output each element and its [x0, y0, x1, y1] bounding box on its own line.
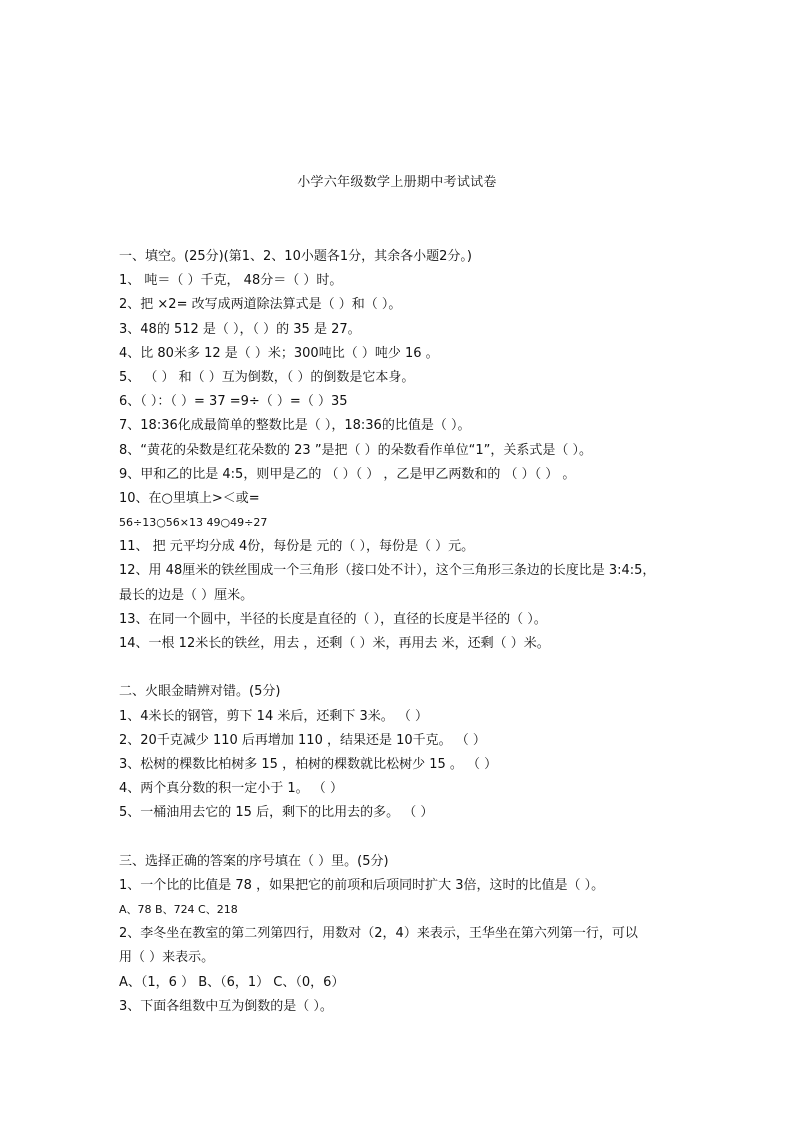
question-line: 5、 （ ） 和（ ）互为倒数，（ ）的倒数是它本身。 — [119, 369, 415, 385]
question-line: 11、 把 元平均分成 4份，每份是 元的（ ），每份是（ ）元。 — [119, 539, 475, 555]
question-line: 3、松树的棵数比柏树多 15 ，柏树的棵数就比松树少 15 。 （ ） — [119, 756, 498, 772]
question-line: 9、甲和乙的比是 4:5，则甲是乙的 （ ）（ ） ，乙是甲乙两数和的 （ ）（ ） 。 — [119, 466, 576, 482]
question-line: 3、下面各组数中互为倒数的是（ ）。 — [119, 998, 333, 1014]
question-line: 7、18:36化成最简单的整数比是（ ），18:36的比值是（ ）。 — [119, 418, 471, 434]
question-line: 8、“黄花的朵数是红花朵数的 23 ”是把（ ）的朵数看作单位“1”，关系式是（ ）。 — [119, 442, 593, 458]
question-line: 用（ ）来表示。 — [119, 950, 215, 966]
answer-options: A、（1，6 ） B、（6，1） C、（0，6） — [119, 974, 345, 990]
section-gap — [119, 656, 684, 680]
question-line: 1、4米长的钢管，剪下 14 米后，还剩下 3米。 （ ） — [119, 708, 429, 724]
question-line: 1、一个比的比值是 78 ，如果把它的前项和后项同时扩大 3倍，这时的比值是（ ）。 — [119, 877, 605, 893]
question-line: 10、在○里填上>＜或= — [119, 490, 260, 506]
question-line: 2、20千克减少 110 后再增加 110 ，结果还是 10千克。 （ ） — [119, 732, 486, 748]
section-2-heading: 二、火眼金睛辨对错。(5分) — [119, 684, 281, 700]
question-line: 2、把 ×2= 改写成两道除法算式是（ ）和（ ）。 — [119, 297, 402, 313]
question-line: 12、用 48厘米的铁丝围成一个三角形（接口处不计），这个三角形三条边的长度比是 3:4:5， — [119, 563, 656, 579]
document-title: 小学六年级数学上册期中考试试卷 — [297, 175, 497, 190]
question-line: 6、（ ）：（ ）= 37 =9÷（ ）=（ ）35 — [119, 394, 348, 410]
answer-options: A、78 B、724 C、218 — [119, 903, 238, 917]
section-gap — [119, 826, 684, 850]
question-line: 1、 吨＝（ ）千克， 48分＝（ ）时。 — [119, 273, 343, 289]
question-line: 4、两个真分数的积一定小于 1。 （ ） — [119, 781, 343, 797]
question-line: 5、一桶油用去它的 15 后，剩下的比用去的多。 （ ） — [119, 805, 434, 821]
question-line: 14、一根 12米长的铁丝，用去 ，还剩（ ）米，再用去 米，还剩（ ）米。 — [119, 636, 550, 651]
section-3-heading: 三、选择正确的答案的序号填在（ ）里。(5分) — [119, 853, 389, 869]
question-line: 4、比 80米多 12 是（ ）米；300吨比（ ）吨少 16 。 — [119, 345, 439, 361]
exam-content — [119, 245, 684, 1019]
section-1-heading: 一、填空。(25分)(第1、2、10小题各1分，其余各小题2分。) — [119, 249, 472, 264]
question-line: 13、在同一个圆中，半径的长度是直径的（ ），直径的长度是半径的（ ）。 — [119, 611, 547, 627]
question-line: 3、48的 512 是（ ），（ ）的 35 是 27。 — [119, 321, 361, 337]
question-line: 56÷13○56×13 49○49÷27 — [119, 516, 268, 530]
question-line: 最长的边是（ ）厘米。 — [119, 587, 254, 603]
question-line: 2、李冬坐在教室的第二列第四行，用数对（2，4）来表示，王华坐在第六列第一行，可以 — [119, 926, 638, 942]
